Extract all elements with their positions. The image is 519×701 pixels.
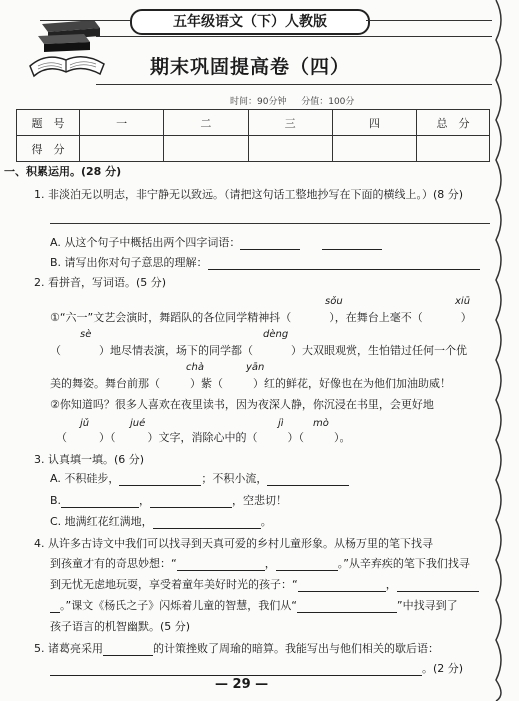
q2-line-3 — [50, 377, 451, 391]
score-label: 分值：100分 — [301, 97, 355, 107]
score-cell: 四 — [332, 110, 416, 136]
header-rule-left — [40, 20, 130, 21]
q3-part-b — [50, 494, 287, 508]
q2-stem: 2. 看拼音，写词语。(5 分) — [34, 276, 167, 289]
q2-text: （ — [50, 344, 61, 357]
q4-text: 。”课文《杨氏之子》闪烁着儿童的智慧，我们从“ — [60, 599, 297, 612]
books-icon — [24, 14, 110, 84]
q4-blank[interactable] — [177, 558, 265, 571]
q1-b-blank[interactable] — [208, 257, 480, 270]
binding-curl-decoration — [492, 0, 512, 701]
q1-answer-line[interactable] — [50, 223, 490, 224]
q4-blank[interactable] — [297, 600, 397, 613]
q4-text: ”中找寻到了 — [396, 599, 458, 612]
q1-a-label: A. 从这个句子中概括出两个四字词语： — [50, 236, 241, 249]
q3-blank[interactable] — [119, 473, 201, 486]
q4-line-4 — [50, 599, 458, 613]
q1-stem: 1. 非淡泊无以明志，非宁静无以致远。（请把这句话工整地抄写在下面的横线上。）(8 分) — [34, 188, 464, 201]
exam-title: 期末巩固提高卷（四） — [150, 56, 351, 78]
score-input-cell[interactable] — [164, 136, 248, 162]
pinyin-label: dèng — [263, 329, 289, 340]
score-input-cell[interactable] — [417, 136, 490, 162]
q2-text: ）地尽情表演，场下的同学都（ — [99, 344, 253, 357]
q3-text: A. 不积硅步， — [50, 472, 120, 485]
score-input-cell[interactable] — [248, 136, 332, 162]
q5-text: 5. 诸葛亮采用 — [34, 642, 103, 655]
q4-blank[interactable] — [397, 579, 479, 592]
q2-text: ）（ — [287, 431, 304, 444]
q3-text: 。 — [260, 515, 272, 528]
q1-part-a — [50, 236, 382, 250]
q2-line-1 — [50, 311, 472, 325]
q2-text: （ — [56, 431, 67, 444]
q2-text: ）紫（ — [190, 377, 223, 390]
score-cell: 题 号 — [17, 110, 80, 136]
q3-text: B. — [50, 494, 62, 507]
grade-label: 五年级语文（下）人教版 — [130, 9, 370, 35]
q4-line-2 — [50, 557, 470, 571]
q3-blank[interactable] — [153, 516, 261, 529]
q3-blank[interactable] — [61, 495, 139, 508]
q2-line-5 — [56, 431, 351, 445]
q4-text: 到无忧无虑地玩耍，享受着童年美好时光的孩子：“ — [50, 578, 298, 591]
q4-blank[interactable] — [276, 558, 338, 571]
score-input-cell[interactable] — [332, 136, 416, 162]
q2-text: ①“六一”文艺会演时，舞蹈队的各位同学精神抖（ — [50, 311, 292, 324]
q2-text: ） — [460, 311, 472, 324]
q3-part-c — [50, 515, 272, 529]
pinyin-label: jǔ — [80, 418, 90, 429]
exam-meta — [230, 94, 354, 107]
q2-line-2 — [50, 344, 467, 358]
score-table — [16, 109, 490, 162]
q5-text: 的计策挫败了周瑜的暗算。我能写出与他们相关的歇后语： — [153, 642, 439, 655]
q2-line-4: ②你知道吗？很多人喜欢在夜里读书，因为夜深人静，你沉浸在书里，会更好地 — [50, 398, 434, 411]
q2-text: 美的舞姿。舞台前那（ — [50, 377, 160, 390]
pinyin-label: yān — [246, 362, 265, 373]
q3-text: ，空悲切！ — [232, 494, 288, 507]
score-cell: 一 — [80, 110, 164, 136]
q5-line-2 — [50, 662, 463, 676]
score-cell: 总 分 — [417, 110, 490, 136]
pinyin-label: sè — [80, 329, 92, 340]
score-cell: 三 — [248, 110, 332, 136]
score-table-score-row — [17, 136, 490, 162]
q4-text: ， — [385, 578, 397, 591]
q2-text: ）文字，消除心中的（ — [147, 431, 258, 444]
pinyin-label: jì — [278, 418, 284, 429]
q1-b-label: B. 请写出你对句子意思的理解： — [50, 256, 208, 269]
q3-blank[interactable] — [150, 495, 232, 508]
q5-line-1 — [34, 642, 439, 656]
q2-text: ）红的鲜花，好像也在为他们加油助威！ — [253, 377, 451, 390]
q3-blank[interactable] — [267, 473, 349, 486]
pinyin-label: jué — [130, 418, 146, 429]
header-rule-under — [96, 36, 492, 37]
q3-text: ；不积小流， — [201, 472, 268, 485]
q2-text: ），在舞台上毫不（ — [329, 311, 423, 324]
q2-text: ）。 — [334, 431, 351, 444]
q4-line-5: 孩子语言的机智幽默。(5 分) — [50, 620, 191, 633]
q1-part-b — [50, 256, 480, 270]
q5-blank[interactable] — [103, 643, 153, 656]
q5-blank[interactable] — [50, 663, 422, 676]
q2-text: ）（ — [99, 431, 116, 444]
pinyin-label: mò — [313, 418, 329, 429]
q4-blank[interactable] — [298, 579, 386, 592]
title-rule — [96, 84, 492, 85]
q4-line-1: 4. 从许多古诗文中我们可以找寻到天真可爱的乡村儿童形象。从杨万里的笔下找寻 — [34, 537, 433, 550]
time-label: 时间：90分钟 — [230, 97, 287, 107]
pinyin-label: sǒu — [325, 296, 343, 307]
q5-text: 。(2 分) — [422, 662, 464, 675]
q4-text: 。”从辛弃疾的笔下我们找寻 — [337, 557, 470, 570]
q4-line-3 — [50, 578, 479, 592]
q1-a-blank-2[interactable] — [322, 237, 382, 250]
score-table-header-row — [17, 110, 490, 136]
q2-text: ）大双眼观赏，生怕错过任何一个优 — [291, 344, 467, 357]
q1-a-blank-1[interactable] — [240, 237, 300, 250]
score-cell: 二 — [164, 110, 248, 136]
q4-text: 到孩童才有的奇思妙想：“ — [50, 557, 177, 570]
score-row-label: 得 分 — [17, 136, 80, 162]
q3-text: C. 地满红花红满地， — [50, 515, 153, 528]
page-number: — 29 — — [215, 677, 269, 692]
q4-text: ， — [264, 557, 276, 570]
q3-text: ， — [139, 494, 151, 507]
section-heading: 一、积累运用。(28 分) — [4, 165, 122, 178]
q4-blank[interactable] — [50, 600, 60, 613]
q3-part-a — [50, 472, 349, 486]
header-rule-right — [366, 20, 492, 21]
pinyin-label: chà — [186, 362, 204, 373]
q3-stem: 3. 认真填一填。(6 分) — [34, 453, 145, 466]
score-input-cell[interactable] — [80, 136, 164, 162]
pinyin-label: xiū — [455, 296, 471, 307]
